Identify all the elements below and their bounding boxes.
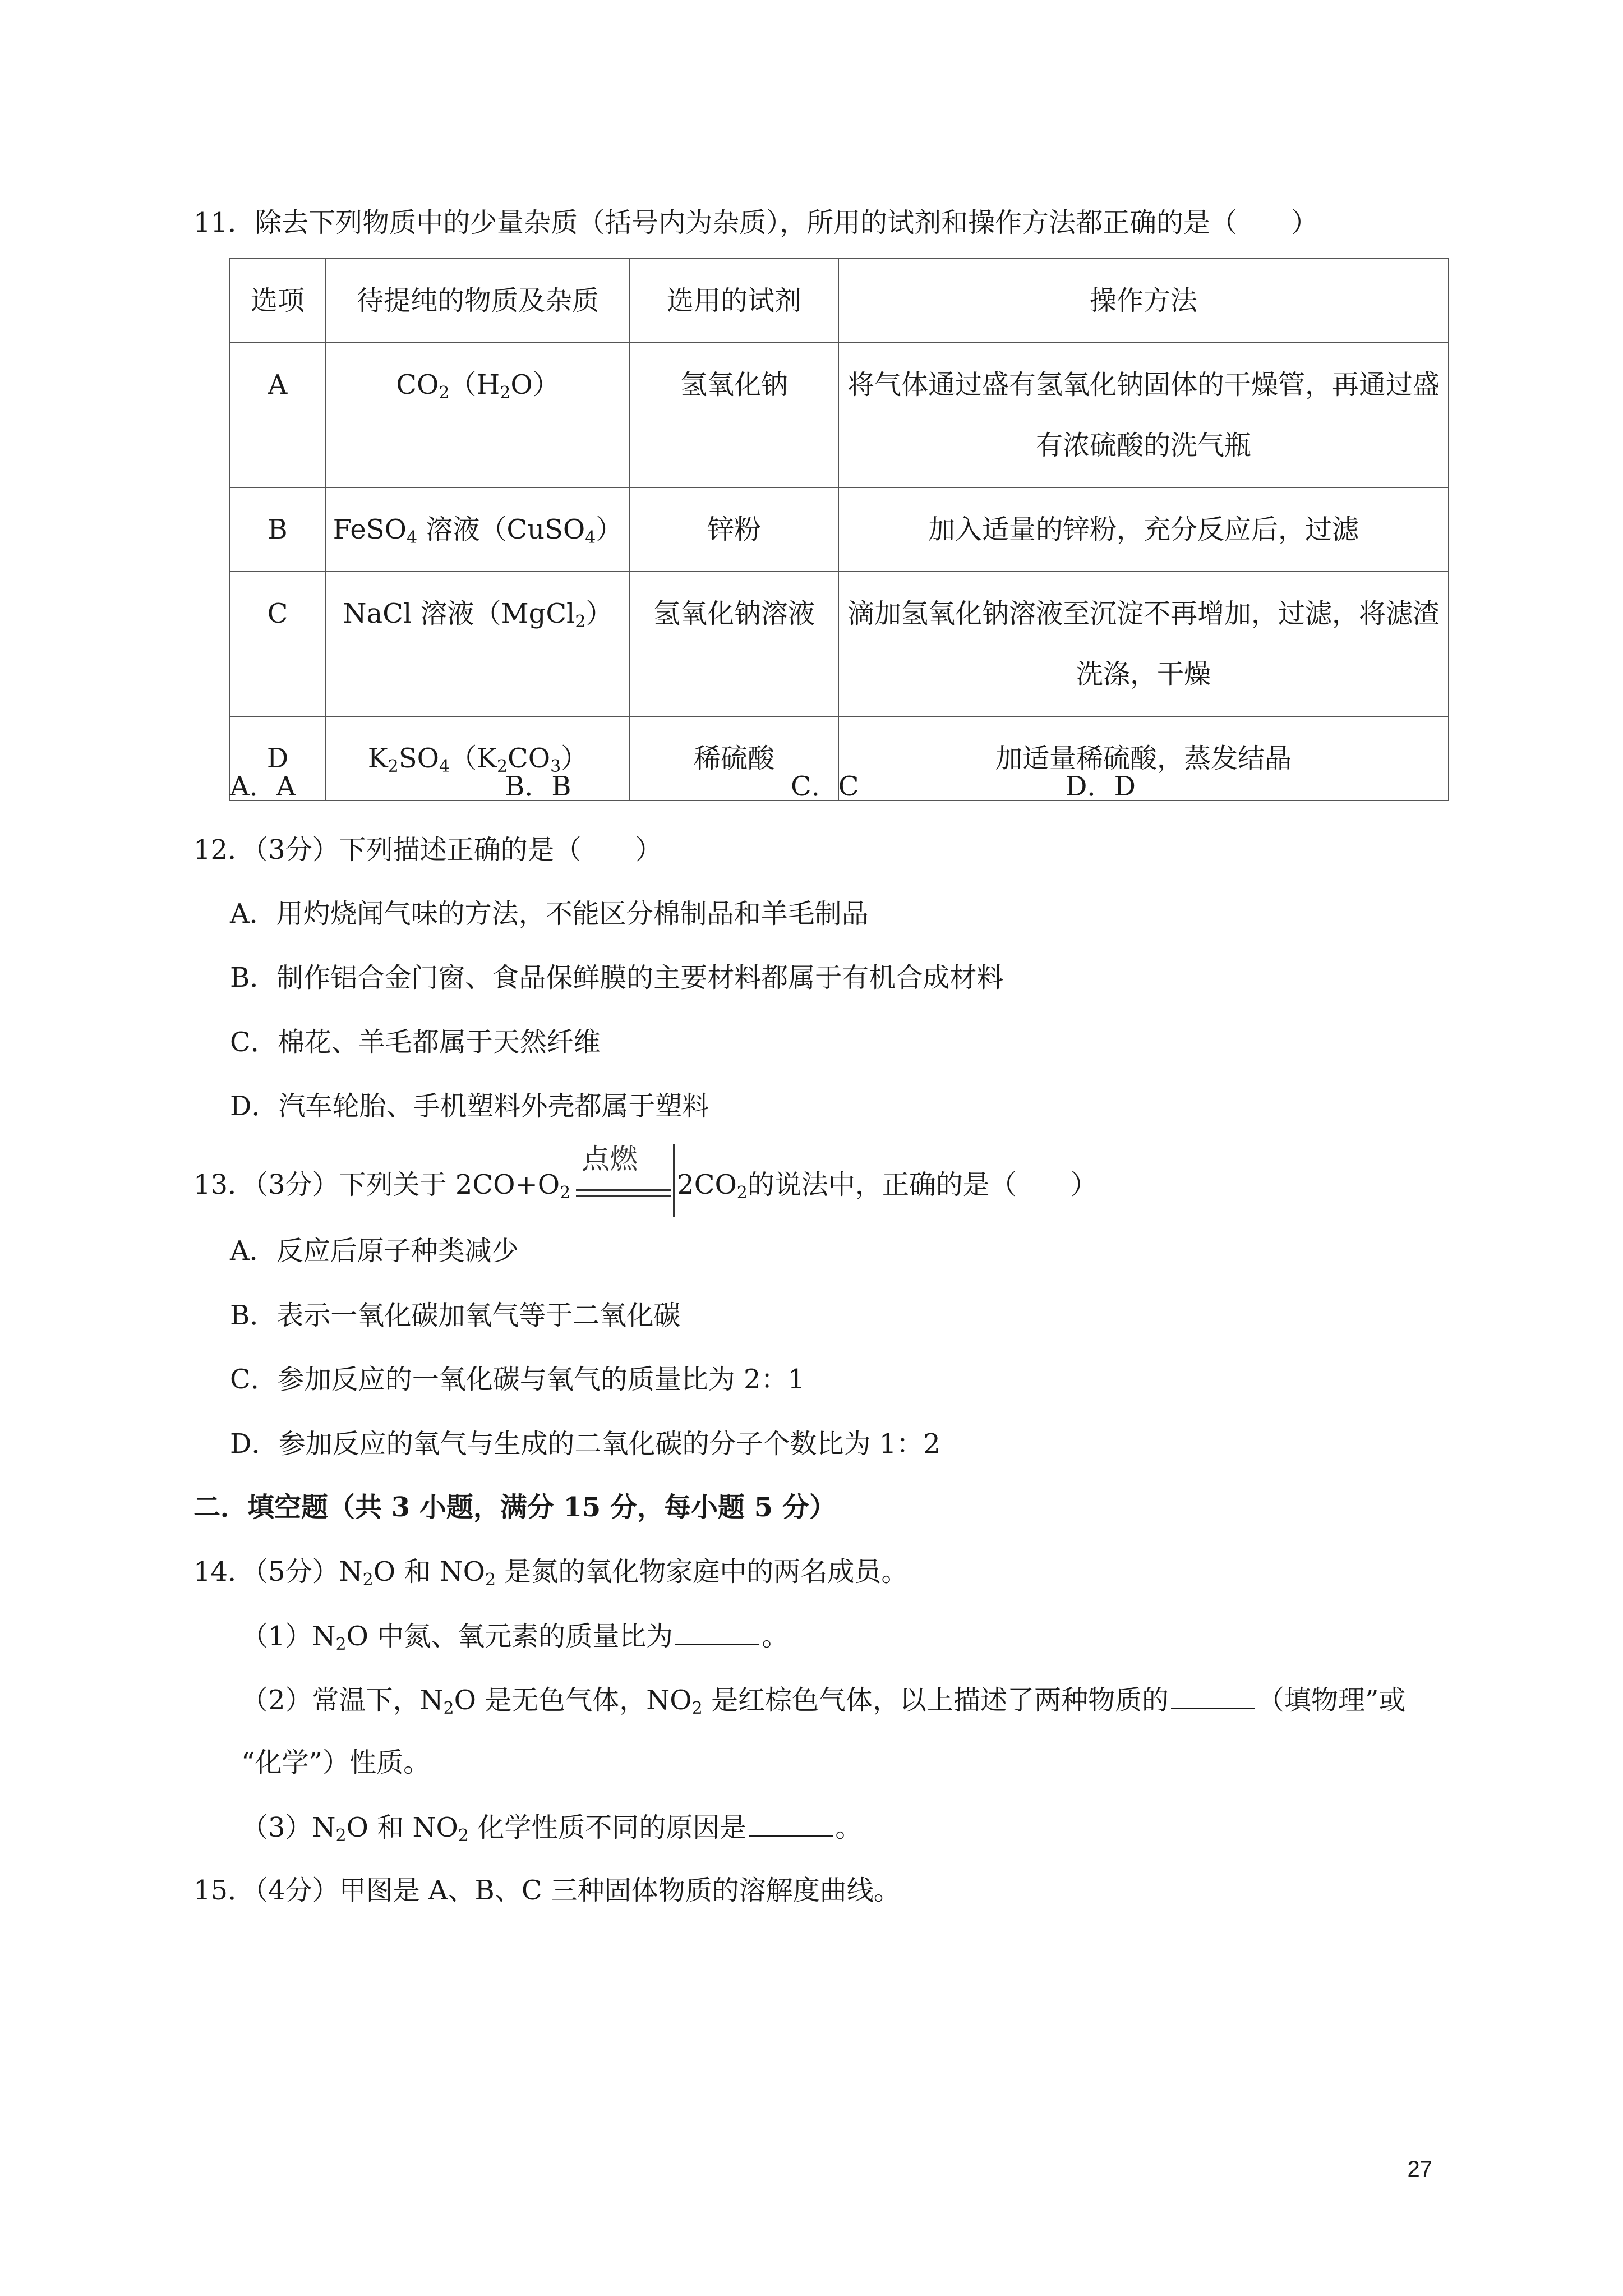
method-cell: 将气体通过盛有氢氧化钠固体的干燥管，再通过盛有浓硫酸的洗气瓶 <box>838 343 1449 487</box>
q12-option-d: D．汽车轮胎、手机塑料外壳都属于塑料 <box>230 1091 709 1122</box>
option-cell: D <box>229 716 326 800</box>
q14-p3-pre: （3） <box>241 1812 312 1843</box>
answer-blank[interactable] <box>749 1809 833 1837</box>
method-cell: 加适量稀硫酸，蒸发结晶 <box>838 716 1449 800</box>
q14-and: 和 <box>404 1556 431 1588</box>
q14-p1-pre: （1） <box>241 1621 312 1652</box>
q12-option-b: B．制作铝合金门窗、食品保鲜膜的主要材料都属于有机合成材料 <box>230 962 1004 993</box>
q13-option-c: C．参加反应的一氧化碳与氧气的质量比为 2：1 <box>230 1364 805 1395</box>
equation-reactants: $2CO+O_2$ <box>455 1169 571 1203</box>
option-cell: B <box>229 487 326 572</box>
q15-stem: 15．（4分）甲图是 A、B、C 三种固体物质的溶解度曲线。 <box>193 1875 901 1906</box>
reagent-cell: 稀硫酸 <box>630 716 838 800</box>
table-header-cell: 选用的试剂 <box>630 259 838 343</box>
q13-option-d: D．参加反应的氧气与生成的二氧化碳的分子个数比为 1：2 <box>230 1428 940 1460</box>
q12-option-c: C．棉花、羊毛都属于天然纤维 <box>230 1027 601 1058</box>
reagent-cell: 氢氧化钠 <box>630 343 838 487</box>
q11-choice-b: B．B <box>505 771 571 802</box>
table-row <box>229 572 1449 716</box>
q14-part-3: $(3)N_2O$ 和 $NO_2$ 化学性质不同的原因是 。 <box>241 1809 862 1846</box>
option-cell: C <box>229 572 326 716</box>
answer-blank[interactable] <box>1171 1682 1255 1709</box>
page-number: 27 <box>1407 2157 1432 2182</box>
q12-stem: 12．（3分）下列描述正确的是（ ） <box>193 834 662 866</box>
q14-part-1: $(1)N_2O$ 中氮、氧元素的质量比为 。 <box>241 1618 789 1654</box>
reagent-cell: 锌粉 <box>630 487 838 572</box>
q12-option-a: A．用灼烧闻气味的方法，不能区分棉制品和羊毛制品 <box>230 898 869 930</box>
table-row <box>229 487 1449 572</box>
table-row <box>229 343 1449 487</box>
table-header-cell: 操作方法 <box>838 259 1449 343</box>
q13-suffix: 的说法中，正确的是（ ） <box>747 1169 1098 1200</box>
q14-and: 和 <box>377 1812 404 1843</box>
option-cell: A <box>229 343 326 487</box>
table-header-row <box>229 259 1449 343</box>
q11-table <box>229 258 1449 801</box>
substance-cell: NaCl 溶液（MgCl$_2$） <box>326 572 630 716</box>
equation-product: $2CO_2$ <box>677 1169 748 1203</box>
substance-cell: FeSO$_4$ 溶液（CuSO$_4$） <box>326 487 630 572</box>
q11-stem: 11．除去下列物质中的少量杂质（括号内为杂质），所用的试剂和操作方法都正确的是（ ） <box>193 207 1318 238</box>
q14-p2-tail: （填物理”或 <box>1257 1685 1406 1716</box>
q13-option-a: A．反应后原子种类减少 <box>230 1235 519 1267</box>
q14-p1-post: 中氮、氧元素的质量比为 <box>377 1621 674 1652</box>
q11-choice-a: A．A <box>230 771 296 802</box>
q14-p2-post: 是红棕色气体，以上描述了两种物质的 <box>711 1685 1169 1716</box>
method-cell: 滴加氢氧化钠溶液至沉淀不再增加，过滤，将滤渣洗涤，干燥 <box>838 572 1449 716</box>
reagent-cell: 氢氧化钠溶液 <box>630 572 838 716</box>
q14-stem-post: 是氮的氧化物家庭中的两名成员。 <box>504 1556 909 1588</box>
table-header-cell: 待提纯的物质及杂质 <box>326 259 630 343</box>
q11-choice-d: D．D <box>1066 771 1136 802</box>
q13-stem <box>193 1143 1098 1203</box>
reaction-condition: 点燃 <box>582 1143 638 1175</box>
section-heading: 二．填空题（共 3 小题，满分 15 分，每小题 5 分） <box>193 1492 836 1523</box>
q11-choice-c: C．C <box>791 771 859 802</box>
q14-p1-end: 。 <box>762 1621 789 1652</box>
q13-prefix: 13．（3分）下列关于 <box>193 1169 455 1200</box>
q14-p3-end: 。 <box>835 1812 863 1843</box>
q14-p2-pre: （2）常温下， <box>241 1685 420 1716</box>
q14-part-2: （2）常温下，$N_2O$ 是无色气体，$NO_2$ 是红棕色气体，以上描述了两种物质的 （填物理”或 <box>241 1682 1406 1718</box>
q13-option-b: B．表示一氧化碳加氧气等于二氧化碳 <box>230 1300 681 1331</box>
substance-cell: $CO_2(H_2O)$ <box>326 343 630 487</box>
q14-stem-pre: 14．（5分） <box>193 1556 339 1588</box>
table-header-cell: 选项 <box>229 259 326 343</box>
substance-cell: $K_2SO_4(K_2CO_3)$ <box>326 716 630 800</box>
q14-p2-mid: 是无色气体， <box>485 1685 647 1716</box>
reaction-condition-arrow <box>570 1143 677 1203</box>
answer-blank[interactable] <box>675 1618 759 1645</box>
q14-part-2-line2: “化学”）性质。 <box>241 1747 431 1778</box>
method-cell: 加入适量的锌粉，充分反应后，过滤 <box>838 487 1449 572</box>
q14-stem: 14．（5分）$N_2O$ 和 $NO_2$ 是氮的氧化物家庭中的两名成员。 <box>193 1556 909 1590</box>
q14-p3-post: 化学性质不同的原因是 <box>477 1812 747 1843</box>
